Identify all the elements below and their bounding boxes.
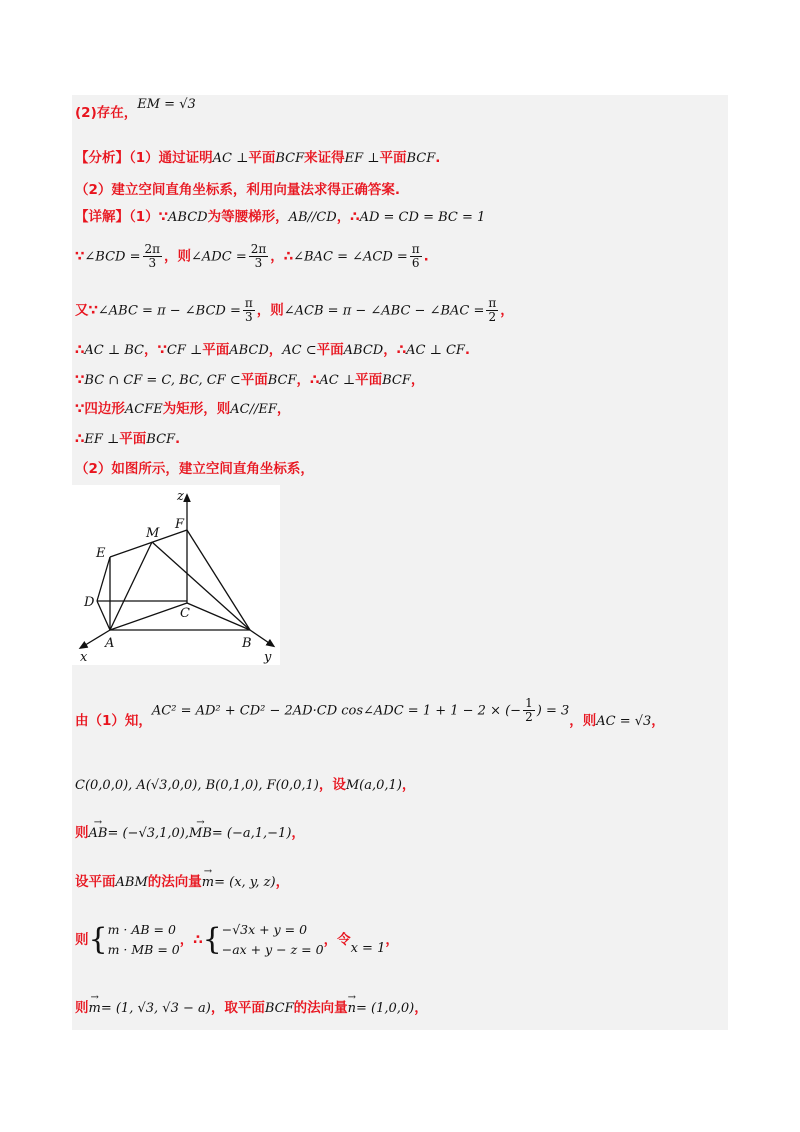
t: ，设 <box>318 777 346 793</box>
t: 由（1）知， <box>75 712 152 729</box>
fraction <box>410 243 422 270</box>
t: 平面 <box>355 372 383 388</box>
system-1 <box>108 920 180 960</box>
t: ，∴ <box>336 209 360 225</box>
t: ， <box>276 401 291 417</box>
num: 2π <box>250 242 267 256</box>
coordinate-figure <box>72 485 280 665</box>
t: 为矩形，则 <box>162 401 231 417</box>
den: 2 <box>525 710 533 724</box>
vectors-line <box>75 823 305 844</box>
t: ， <box>401 777 416 793</box>
m: ABCD <box>229 343 269 358</box>
m: AC ⊥ BC <box>84 343 144 358</box>
t: 平面 <box>316 342 344 358</box>
vector-m: → m <box>89 999 101 1019</box>
part2-line <box>75 459 314 479</box>
m: BC ∩ CF = C, BC, CF ⊂ <box>84 373 241 388</box>
m: AC ⊥ <box>212 151 249 166</box>
den: 3 <box>254 256 263 270</box>
m: ACFE <box>124 402 163 417</box>
t: ，∴ <box>179 932 203 948</box>
t: 平面 <box>202 342 230 358</box>
m: ABCD <box>343 343 384 358</box>
t: 为等腰梯形， <box>207 209 289 225</box>
intersect-line <box>75 370 424 391</box>
analysis-line-2 <box>75 180 400 200</box>
label-z: z <box>177 489 184 504</box>
t: （1）∵ <box>129 209 169 225</box>
t: ∵ <box>75 248 85 265</box>
answer-line <box>75 97 196 124</box>
t: ，取平面 <box>210 1000 265 1016</box>
t: ，则 <box>164 248 192 265</box>
m: AB//CD <box>288 210 337 225</box>
system-2 <box>222 920 324 960</box>
t: ， <box>410 372 425 388</box>
m: EF ⊥ <box>84 432 120 447</box>
m: ∠BAC = ∠ACD = <box>293 249 408 265</box>
label-y: y <box>264 650 272 665</box>
eq: m · MB = 0 <box>107 942 180 957</box>
t: 的法向量 <box>293 1000 348 1016</box>
conclusion-line <box>75 429 180 450</box>
vector-AB: → AB <box>89 824 108 844</box>
m: = (1,0,0) <box>355 1001 415 1016</box>
t: （1）通过证明 <box>129 150 213 166</box>
m: x = 1 <box>350 941 386 956</box>
law-cosines-line <box>75 696 665 729</box>
den: 6 <box>411 256 420 270</box>
edge-FB <box>187 530 250 630</box>
normal-result-line <box>75 998 428 1019</box>
vector-MB: → MB <box>189 824 212 844</box>
eq: −√3x + y = 0 <box>221 922 308 937</box>
t: ∵四边形 <box>75 401 125 417</box>
coords-line <box>75 775 415 796</box>
fraction <box>243 297 255 324</box>
m: ABM <box>115 875 148 890</box>
analysis-line <box>75 148 440 169</box>
fraction <box>249 243 269 270</box>
m: BCF <box>267 373 297 388</box>
left-brace: { <box>202 922 222 957</box>
system-line <box>75 920 399 960</box>
m: = (−a,1,−1) <box>211 826 292 841</box>
t: . <box>435 150 441 166</box>
figure-svg <box>72 485 280 665</box>
vector-m: → m <box>202 873 214 893</box>
t: ， <box>385 932 399 948</box>
m: M(a,0,1) <box>345 778 402 793</box>
t: 平面 <box>248 150 276 166</box>
label-E: E <box>96 546 106 561</box>
t: ，∵ <box>143 342 167 358</box>
t: ，∴ <box>270 248 294 265</box>
t: 则 <box>75 932 89 948</box>
t: （2）建立空间直角坐标系，利用向量法求得正确答案. <box>75 182 401 198</box>
fraction <box>486 297 498 324</box>
m: ABCD <box>168 210 208 225</box>
den: 3 <box>245 310 253 324</box>
t: 则 <box>75 1000 89 1016</box>
label-D: D <box>84 595 95 610</box>
m: EF ⊥ <box>344 151 380 166</box>
edge-CB <box>187 603 250 630</box>
answer-math: EM = √3 <box>137 97 196 112</box>
den: 2 <box>488 310 497 324</box>
m: AC//EF <box>230 402 277 417</box>
m: = (x, y, z) <box>214 875 276 890</box>
m: AD = CD = BC = 1 <box>359 210 486 225</box>
t: （2）如图所示，建立空间直角坐标系， <box>75 461 314 477</box>
den: 3 <box>148 256 157 270</box>
answer-label: (2)存在， <box>75 105 138 121</box>
detail-line <box>75 207 485 228</box>
t: 平面 <box>379 150 407 166</box>
m: ∠BCD = <box>84 249 141 265</box>
t: ∴ <box>75 431 85 447</box>
t: 平面 <box>119 431 147 447</box>
t: ， <box>414 1000 428 1016</box>
detail-tag: 【详解】 <box>75 209 129 225</box>
t: 来证得 <box>304 150 345 166</box>
m: BCF <box>406 151 436 166</box>
t: . <box>423 248 429 265</box>
fraction <box>523 697 535 724</box>
t: 的法向量 <box>147 874 202 890</box>
fraction <box>143 243 163 270</box>
m: AC ⊥ <box>319 373 356 388</box>
t: 则 <box>75 825 89 841</box>
m: AC ⊂ <box>282 343 317 358</box>
t: 又∵ <box>75 302 98 319</box>
m: CF ⊥ <box>166 343 203 358</box>
t: ， <box>291 825 305 841</box>
m: ∠ABC = π − ∠BCD = <box>97 303 241 319</box>
num: 2π <box>144 242 161 256</box>
m: AC = √3 <box>596 713 652 729</box>
num: π <box>411 242 420 256</box>
edge-DE <box>97 557 110 601</box>
m: BCF <box>264 1001 294 1016</box>
label-B: B <box>242 636 252 651</box>
analysis-tag: 【分析】 <box>75 150 129 166</box>
label-C: C <box>180 606 190 621</box>
t: 平面 <box>240 372 268 388</box>
label-F: F <box>175 517 185 532</box>
eq: −ax + y − z = 0 <box>221 942 324 957</box>
t: ，∴ <box>296 372 320 388</box>
rectangle-line <box>75 399 290 420</box>
num: π <box>488 296 497 310</box>
m: = (−√3,1,0), <box>107 826 190 841</box>
m: AC² = AD² + CD² − 2AD·CD cos∠ADC = 1 + 1 − 2 × (− <box>151 703 522 719</box>
t: ∴ <box>75 342 85 358</box>
t: ，则 <box>569 712 597 729</box>
m: BCF <box>382 373 411 388</box>
num: 1 <box>525 696 533 710</box>
label-M: M <box>146 526 160 541</box>
label-x: x <box>80 650 88 665</box>
t: ，∴ <box>383 342 407 358</box>
m: ∠ACB = π − ∠ABC − ∠BAC = <box>283 303 485 319</box>
m: BCF <box>275 151 305 166</box>
t: ， <box>500 302 514 319</box>
m: ) = 3 <box>536 703 570 719</box>
label-A: A <box>105 636 115 651</box>
angle-line-1 <box>75 243 429 270</box>
m: ∠ADC = <box>191 249 247 265</box>
t: . <box>464 342 471 358</box>
left-brace: { <box>88 922 108 957</box>
t: ，则 <box>256 302 284 319</box>
num: π <box>244 296 253 310</box>
t: . <box>175 431 181 447</box>
vector-n: → n <box>348 999 356 1019</box>
m: BCF <box>146 432 176 447</box>
y-axis <box>250 630 272 645</box>
m: AC ⊥ CF <box>406 343 465 358</box>
t: ∵ <box>75 372 85 388</box>
edge-MB <box>152 542 250 630</box>
t: 设平面 <box>75 874 116 890</box>
perp-line <box>75 340 470 361</box>
t: ， <box>275 874 290 890</box>
normal-vector-line <box>75 872 289 893</box>
t: ，令 <box>323 932 351 948</box>
t: ， <box>268 342 283 358</box>
m: C(0,0,0), A(√3,0,0), B(0,1,0), F(0,0,1) <box>75 778 319 793</box>
m: = (1, √3, √3 − a) <box>100 1001 211 1016</box>
eq: m · AB = 0 <box>107 922 176 937</box>
t: ， <box>651 712 665 729</box>
edge-AD <box>97 601 110 630</box>
angle-line-2 <box>75 297 514 324</box>
